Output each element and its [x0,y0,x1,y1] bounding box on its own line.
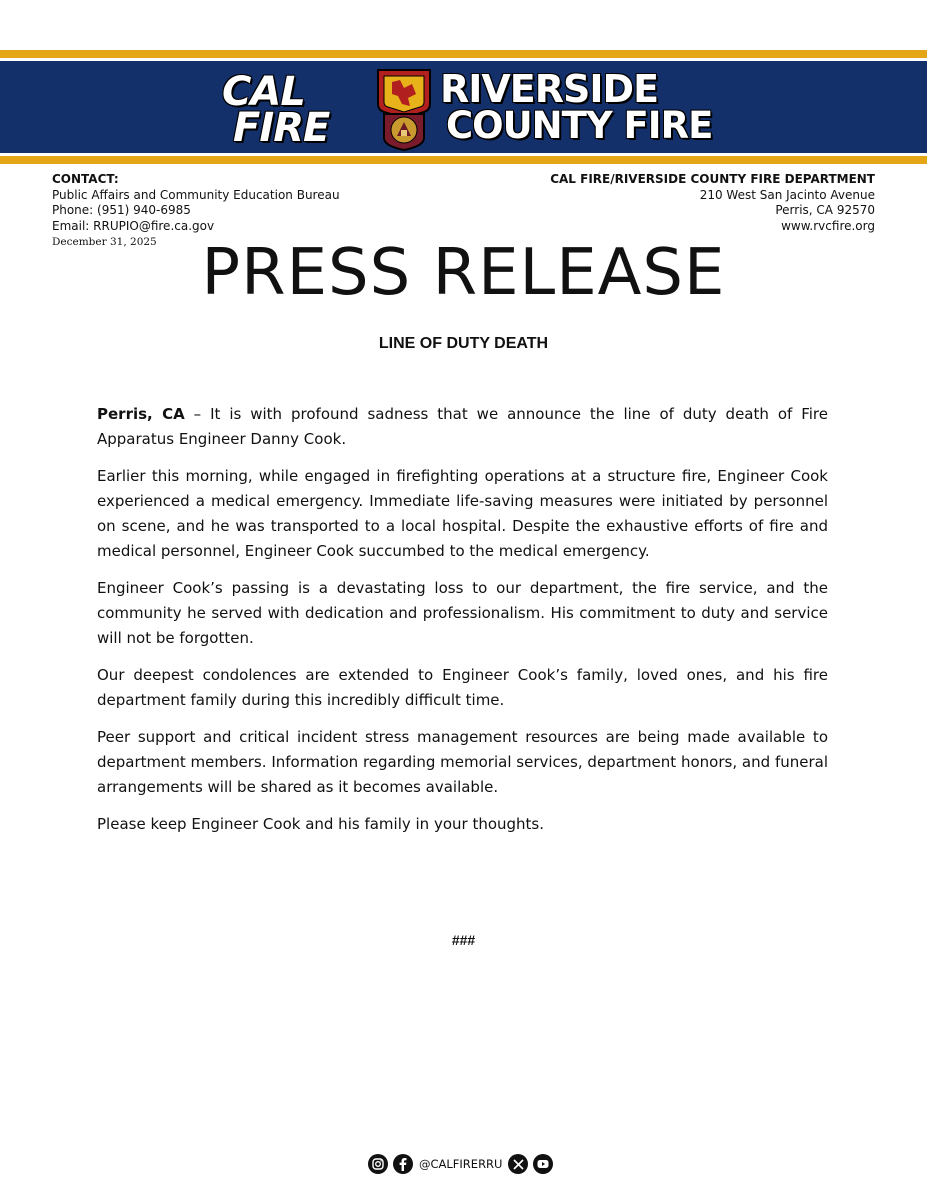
contact-phone: Phone: (951) 940-6985 [52,203,191,217]
instagram-icon[interactable] [368,1154,388,1174]
youtube-icon[interactable] [533,1154,553,1174]
department-city: Perris, CA 92570 [775,203,875,217]
cal-fire-logo-line1: CAL [222,69,305,115]
page-title: PRESS RELEASE [201,236,726,310]
release-body [97,402,828,849]
paragraph-5: Peer support and critical incident stress management resources are being made available to department members. Information regarding memorial services, department honors, and funeral arrangements will be shared as it becomes available. [97,728,828,796]
banner-top-stripe [0,50,927,58]
release-date: December 31, 2025 [52,236,157,248]
end-mark: ### [451,932,476,948]
social-handle[interactable]: @CALFIRERRU [419,1157,503,1171]
department-name: CAL FIRE/RIVERSIDE COUNTY FIRE DEPARTMENT [550,172,875,186]
department-emblem-icon [370,66,438,152]
banner-bottom-stripe [0,156,927,164]
x-icon[interactable] [508,1154,528,1174]
department-website: www.rvcfire.org [781,218,875,233]
paragraph-3: Engineer Cook’s passing is a devastating loss to our department, the fire service, and the community he served with dedication and professionalism. His commitment to duty and service will not be forgotten. [97,579,828,647]
release-subject: LINE OF DUTY DEATH [378,335,549,352]
paragraph-6: Please keep Engineer Cook and his family in your thoughts. [97,815,545,833]
paragraph-1 [97,402,828,452]
department-street: 210 West San Jacinto Avenue [699,187,875,202]
contact-email: Email: RRUPIO@fire.ca.gov [52,218,215,233]
paragraph-2: Earlier this morning, while engaged in firefighting operations at a structure fire, Engineer Cook experienced a medical emergency. Immediate life-saving measures were initiated by personnel on scene, and he was transported to a local hospital. Despite the exhaustive efforts of fire and medical personnel, Engineer Cook succumbed to the medical emergency. [97,467,828,560]
riverside-logo-line2: COUNTY FIRE [446,104,713,147]
social-links [368,1153,558,1175]
contact-bureau: Public Affairs and Community Education Bureau [52,187,340,202]
contact-label: CONTACT: [52,172,119,186]
dateline: Perris, CA [97,405,185,423]
department-address-block [550,172,875,234]
paragraph-1-text: – It is with profound sadness that we announce the line of duty death of Fire Apparatus Engineer Danny Cook. [97,405,828,448]
cal-fire-logo-line2: FIRE [233,105,330,151]
contact-block [52,172,340,234]
paragraph-4: Our deepest condolences are extended to Engineer Cook’s family, loved ones, and his fire department family during this incredibly difficult time. [97,666,828,709]
facebook-icon[interactable] [393,1154,413,1174]
riverside-logo-line1: RIVERSIDE [440,67,659,111]
